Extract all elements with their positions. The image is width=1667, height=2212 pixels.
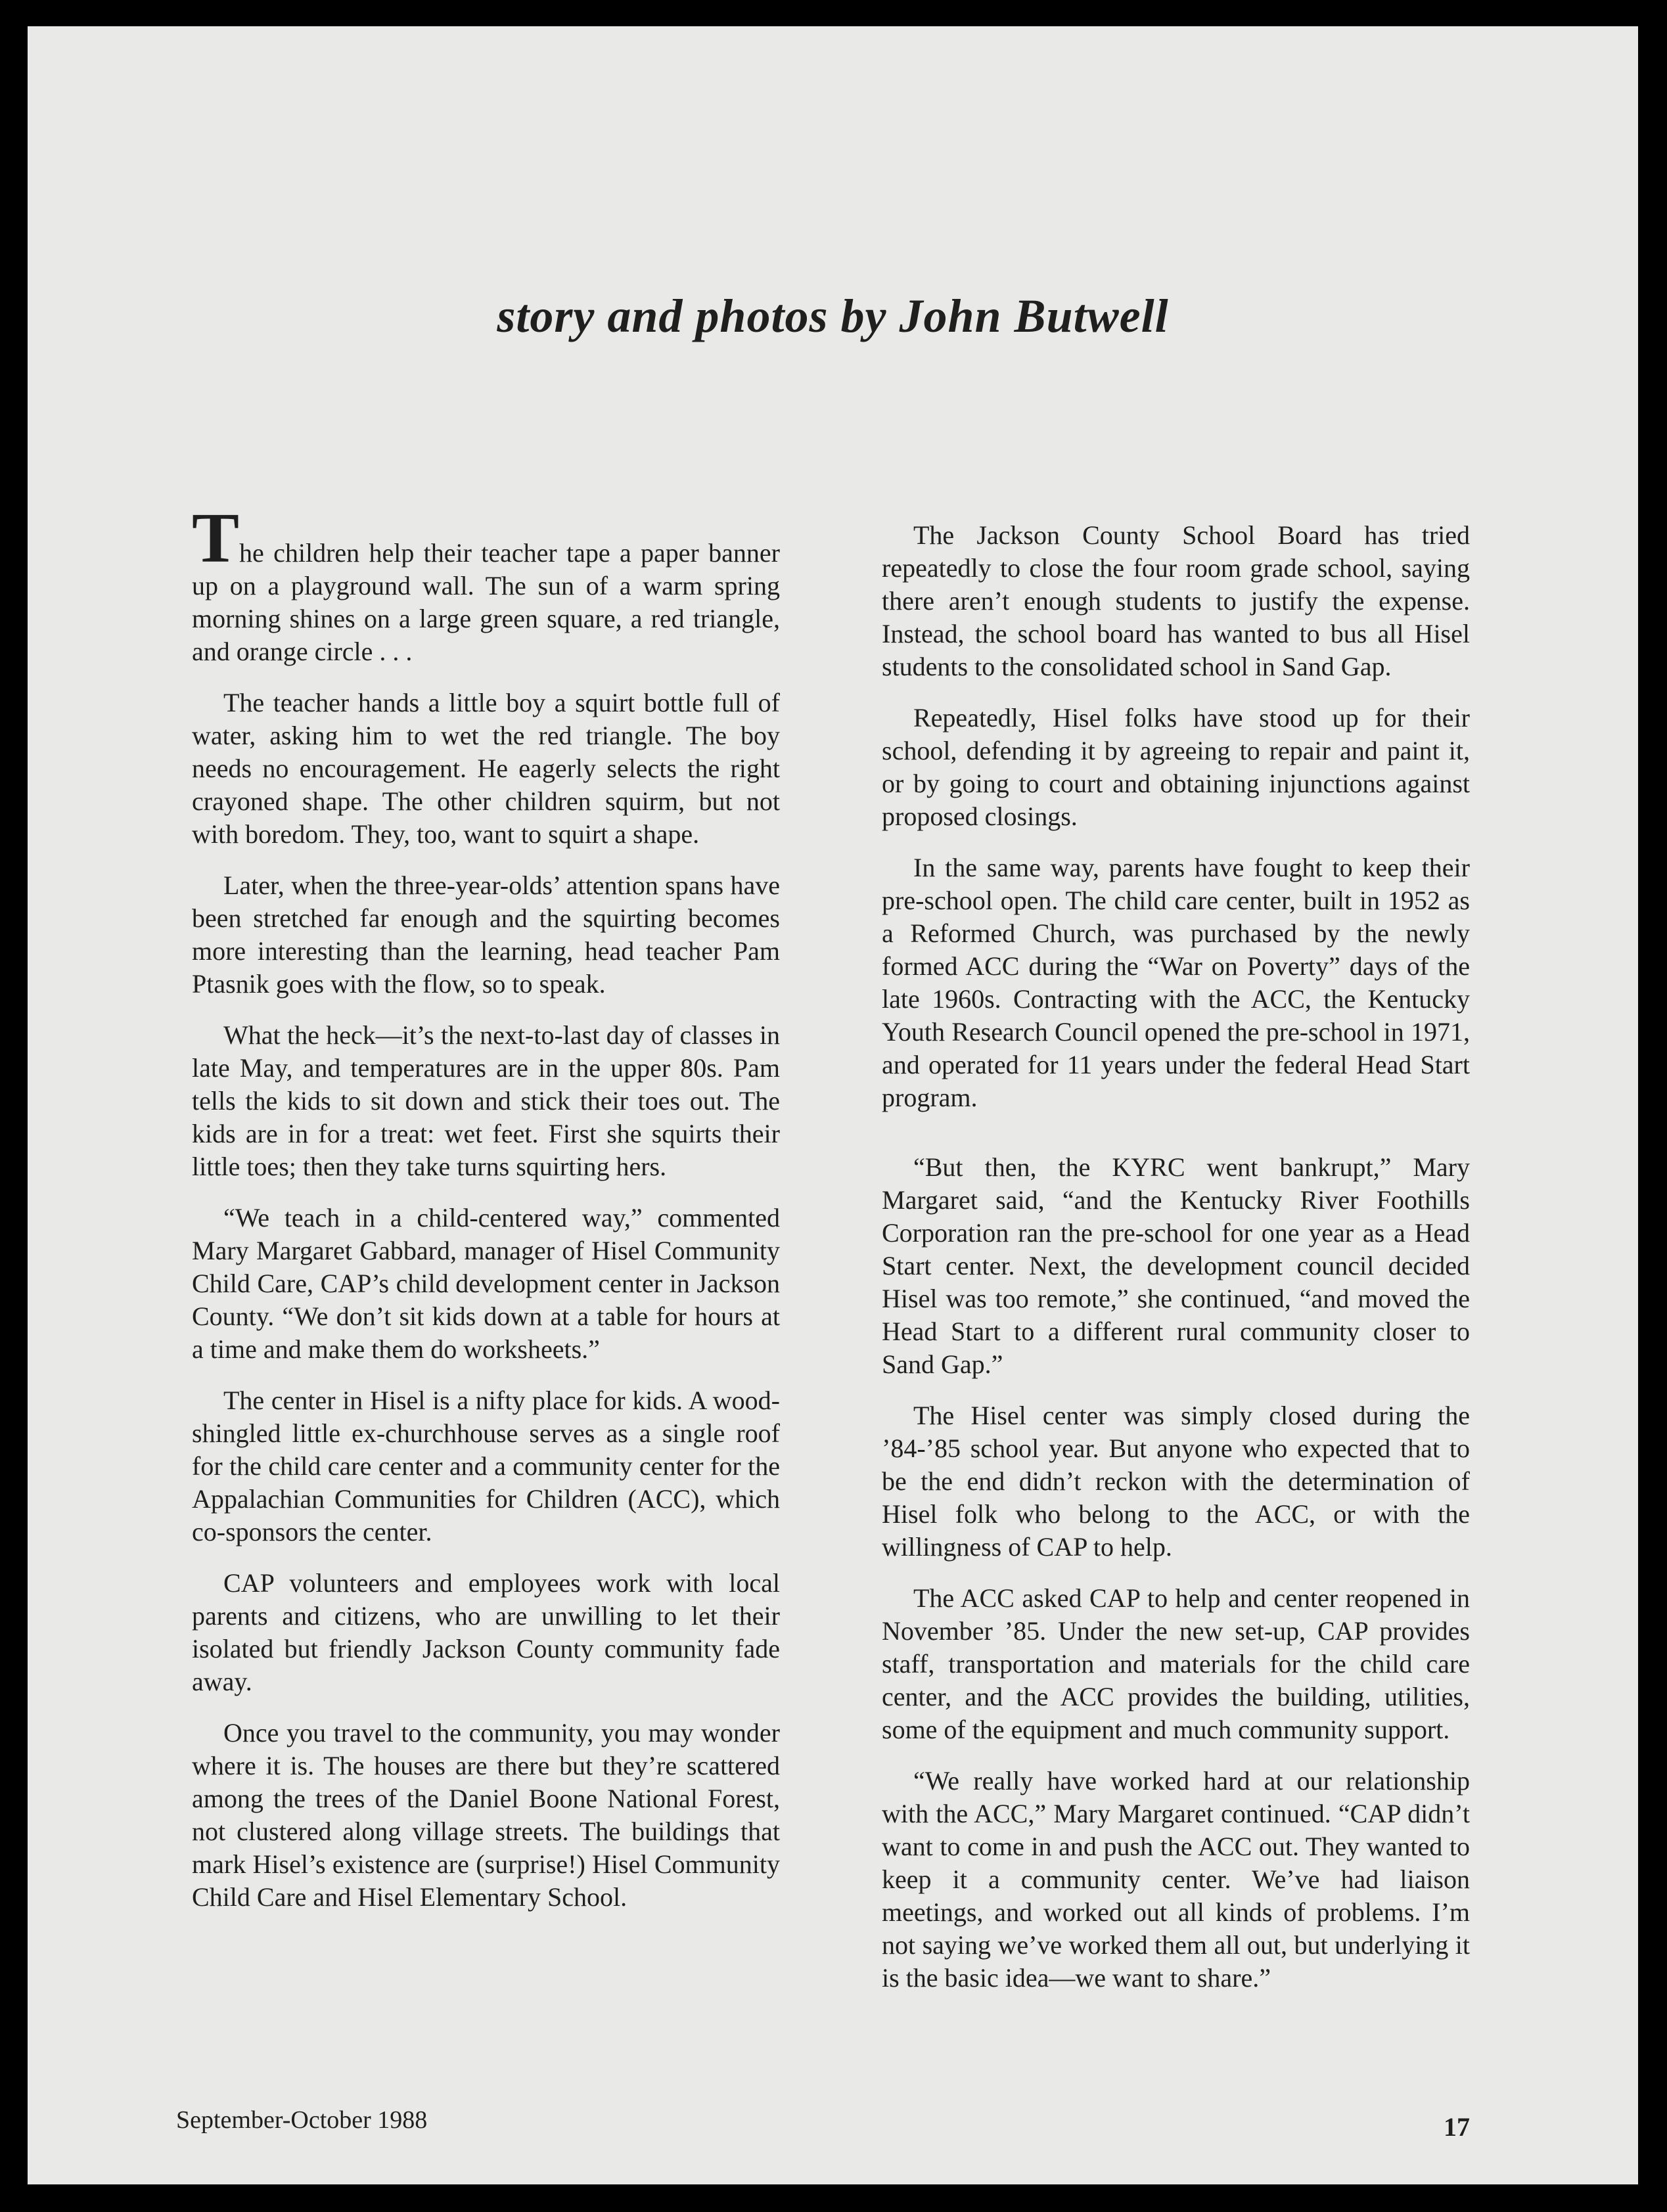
- paragraph-3: Later, when the three-year-olds’ attention spans have been stretched far enough and the squirting becomes more interesting than the learning, head teacher Pam Ptasnik goes with the flow, so to speak.: [192, 870, 780, 999]
- paragraph-10: Repeatedly, Hisel folks have stood up for their school, defending it by agreeing to repair and paint it, or by going to court and obtaining injunctions against proposed closings.: [882, 703, 1470, 831]
- left-column: [192, 499, 780, 1932]
- drop-cap: T: [192, 499, 240, 577]
- paragraph-5: “We teach in a child-centered way,” commented Mary Margaret Gabbard, manager of Hisel Community Child Care, CAP’s child development center in Jackson County. “We don’t sit kids down at a table for hours at a time and make them do worksheets.”: [192, 1203, 780, 1364]
- paragraph-7: CAP volunteers and employees work with local parents and citizens, who are unwilling to let their isolated but friendly Jackson County community fade away.: [192, 1568, 780, 1696]
- paragraph-2: The teacher hands a little boy a squirt bottle full of water, asking him to wet the red triangle. The boy needs no encouragement. He eagerly selects the right crayoned shape. The other children squirm, but not with boredom. They, too, want to squirt a shape.: [192, 688, 780, 849]
- paragraph-1: The children help their teacher tape a paper banner up on a playground wall. The sun of a warm spring morning shines on a large green square, a red triangle, and orange circle . . .: [192, 499, 780, 666]
- paragraph-14: The ACC asked CAP to help and center reopened in November ’85. Under the new set-up, CAP provides staff, transportation and materials for the child care center, and the ACC provides the building, utilities, some of the equipment and much community support.: [882, 1583, 1470, 1744]
- paragraph-8: Once you travel to the community, you may wonder where it is. The houses are there but they’re scattered among the trees of the Daniel Boone National Forest, not clustered along village streets. The buildings that mark Hisel’s existence are (surprise!) Hisel Community Child Care and Hisel Elementary School.: [192, 1718, 780, 1912]
- byline: story and photos by John Butwell: [497, 290, 1169, 342]
- paragraph-12: “But then, the KYRC went bankrupt,” Mary Margaret said, “and the Kentucky River Foothills Corporation ran the pre-school for one year as a Head Start center. Next, the development council decided Hisel was too remote,” she continued, “and moved the Head Start to a different rural community closer to Sand Gap.”: [882, 1152, 1470, 1379]
- paragraph-6: The center in Hisel is a nifty place for kids. A wood-shingled little ex-churchhouse serves as a single roof for the child care center and a community center for the Appalachian Communities for Children (ACC), which co-sponsors the center.: [192, 1386, 780, 1546]
- paragraph-15: “We really have worked hard at our relationship with the ACC,” Mary Margaret continued. “CAP didn’t want to come in and push the ACC out. They wanted to keep it a community center. We’ve had liaison meetings, and worked out all kinds of problems. I’m not saying we’ve worked them all out, but underlying it is the basic idea—we want to share.”: [882, 1766, 1470, 1993]
- right-column: [882, 519, 1470, 2013]
- issue-date: September-October 1988: [176, 2106, 428, 2134]
- paragraph-11: In the same way, parents have fought to keep their pre-school open. The child care center, built in 1952 as a Reformed Church, was purchased by the newly formed ACC during the “War on Poverty” days of the late 1960s. Contracting with the ACC, the Kentucky Youth Research Council opened the pre-school in 1971, and operated for 11 years under the federal Head Start program.: [882, 853, 1470, 1112]
- page-number: 17: [1444, 2112, 1470, 2142]
- paragraph-4: What the heck—it’s the next-to-last day of classes in late May, and temperatures are in the upper 80s. Pam tells the kids to sit down and stick their toes out. The kids are in for a treat: wet feet. First she squirts their little toes; then they take turns squirting hers.: [192, 1020, 780, 1181]
- paragraph-13: The Hisel center was simply closed during the ’84-’85 school year. But anyone who expected that to be the end didn’t reckon with the determination of Hisel folk who belong to the ACC, or with the willingness of CAP to help.: [882, 1401, 1470, 1562]
- paragraph-9: The Jackson County School Board has tried repeatedly to close the four room grade school, saying there aren’t enough students to justify the expense. Instead, the school board has wanted to bus all Hisel students to the consolidated school in Sand Gap.: [882, 520, 1470, 681]
- magazine-page: [28, 26, 1638, 2184]
